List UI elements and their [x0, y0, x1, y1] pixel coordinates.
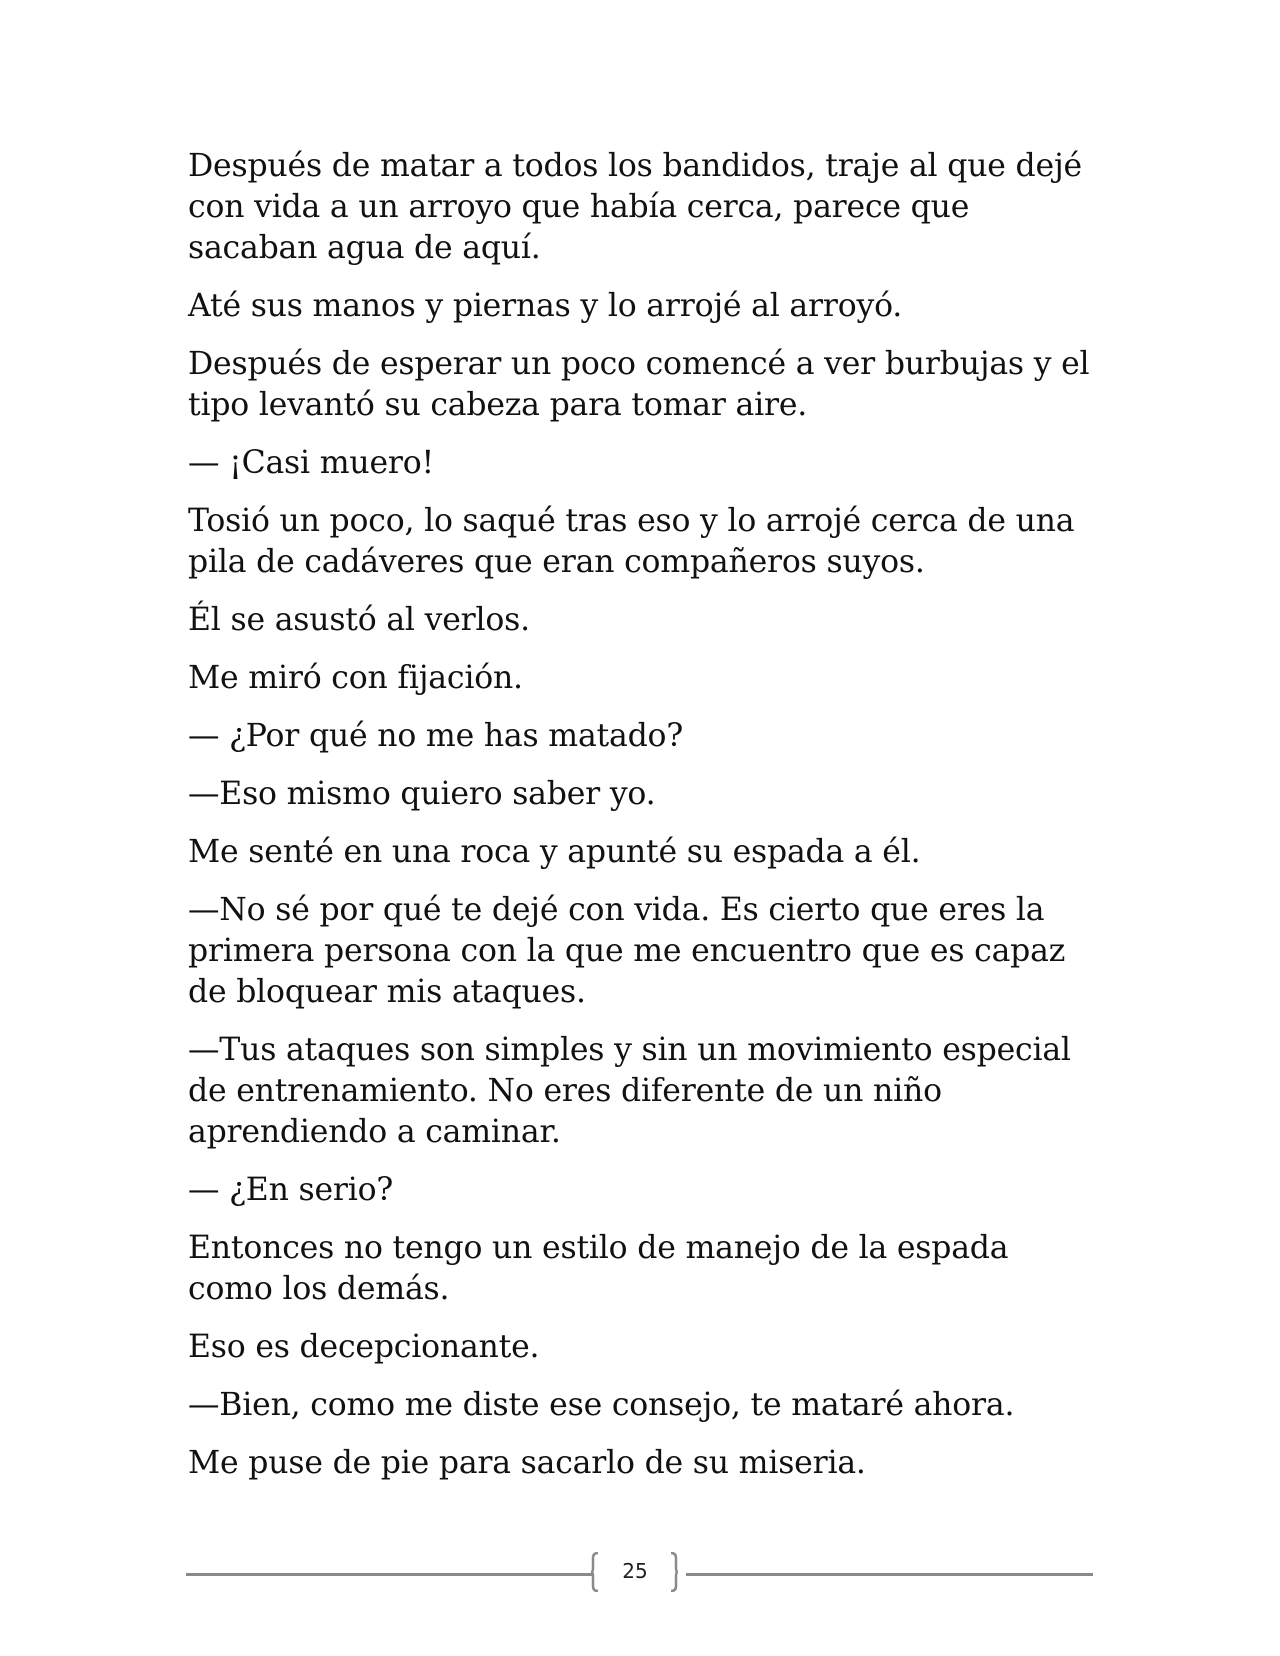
paragraph: Entonces no tengo un estilo de manejo de la espada como los demás.	[188, 1230, 1009, 1307]
page-number: 25	[622, 1559, 648, 1583]
dialogue-line: —Eso mismo quiero saber yo.	[188, 776, 656, 812]
paragraph: Me puse de pie para sacarlo de su miseria.	[188, 1445, 866, 1481]
paragraph: Até sus manos y piernas y lo arrojé al arroyó.	[188, 288, 903, 324]
dialogue-line: —Tus ataques son simples y sin un movimiento especial de entrenamiento. No eres diferente de un niño aprendiendo a caminar.	[188, 1032, 1071, 1150]
dialogue-line: — ¡Casi muero!	[188, 445, 434, 481]
page-body	[188, 146, 1098, 1501]
left-bracket-icon	[590, 1552, 600, 1592]
paragraph: Después de matar a todos los bandidos, traje al que dejé con vida a un arroyo que había cerca, parece que sacaban agua de aquí.	[188, 148, 1082, 266]
page-footer	[186, 1548, 1093, 1598]
dialogue-line: — ¿En serio?	[188, 1172, 394, 1208]
footer-rule-left	[186, 1573, 592, 1576]
paragraph: Después de esperar un poco comencé a ver burbujas y el tipo levantó su cabeza para tomar aire.	[188, 346, 1090, 423]
dialogue-line: — ¿Por qué no me has matado?	[188, 718, 684, 754]
footer-rule-right	[686, 1573, 1093, 1576]
right-bracket-icon	[669, 1552, 679, 1592]
dialogue-line: —No sé por qué te dejé con vida. Es cierto que eres la primera persona con la que me encuentro que es capaz de bloquear mis ataques.	[188, 892, 1066, 1010]
dialogue-line: —Bien, como me diste ese consejo, te mataré ahora.	[188, 1387, 1015, 1423]
paragraph: Eso es decepcionante.	[188, 1329, 540, 1365]
paragraph: Él se asustó al verlos.	[188, 602, 530, 638]
paragraph: Tosió un poco, lo saqué tras eso y lo arrojé cerca de una pila de cadáveres que eran compañeros suyos.	[188, 503, 1075, 580]
paragraph: Me miró con fijación.	[188, 660, 523, 696]
paragraph: Me senté en una roca y apunté su espada a él.	[188, 834, 921, 870]
